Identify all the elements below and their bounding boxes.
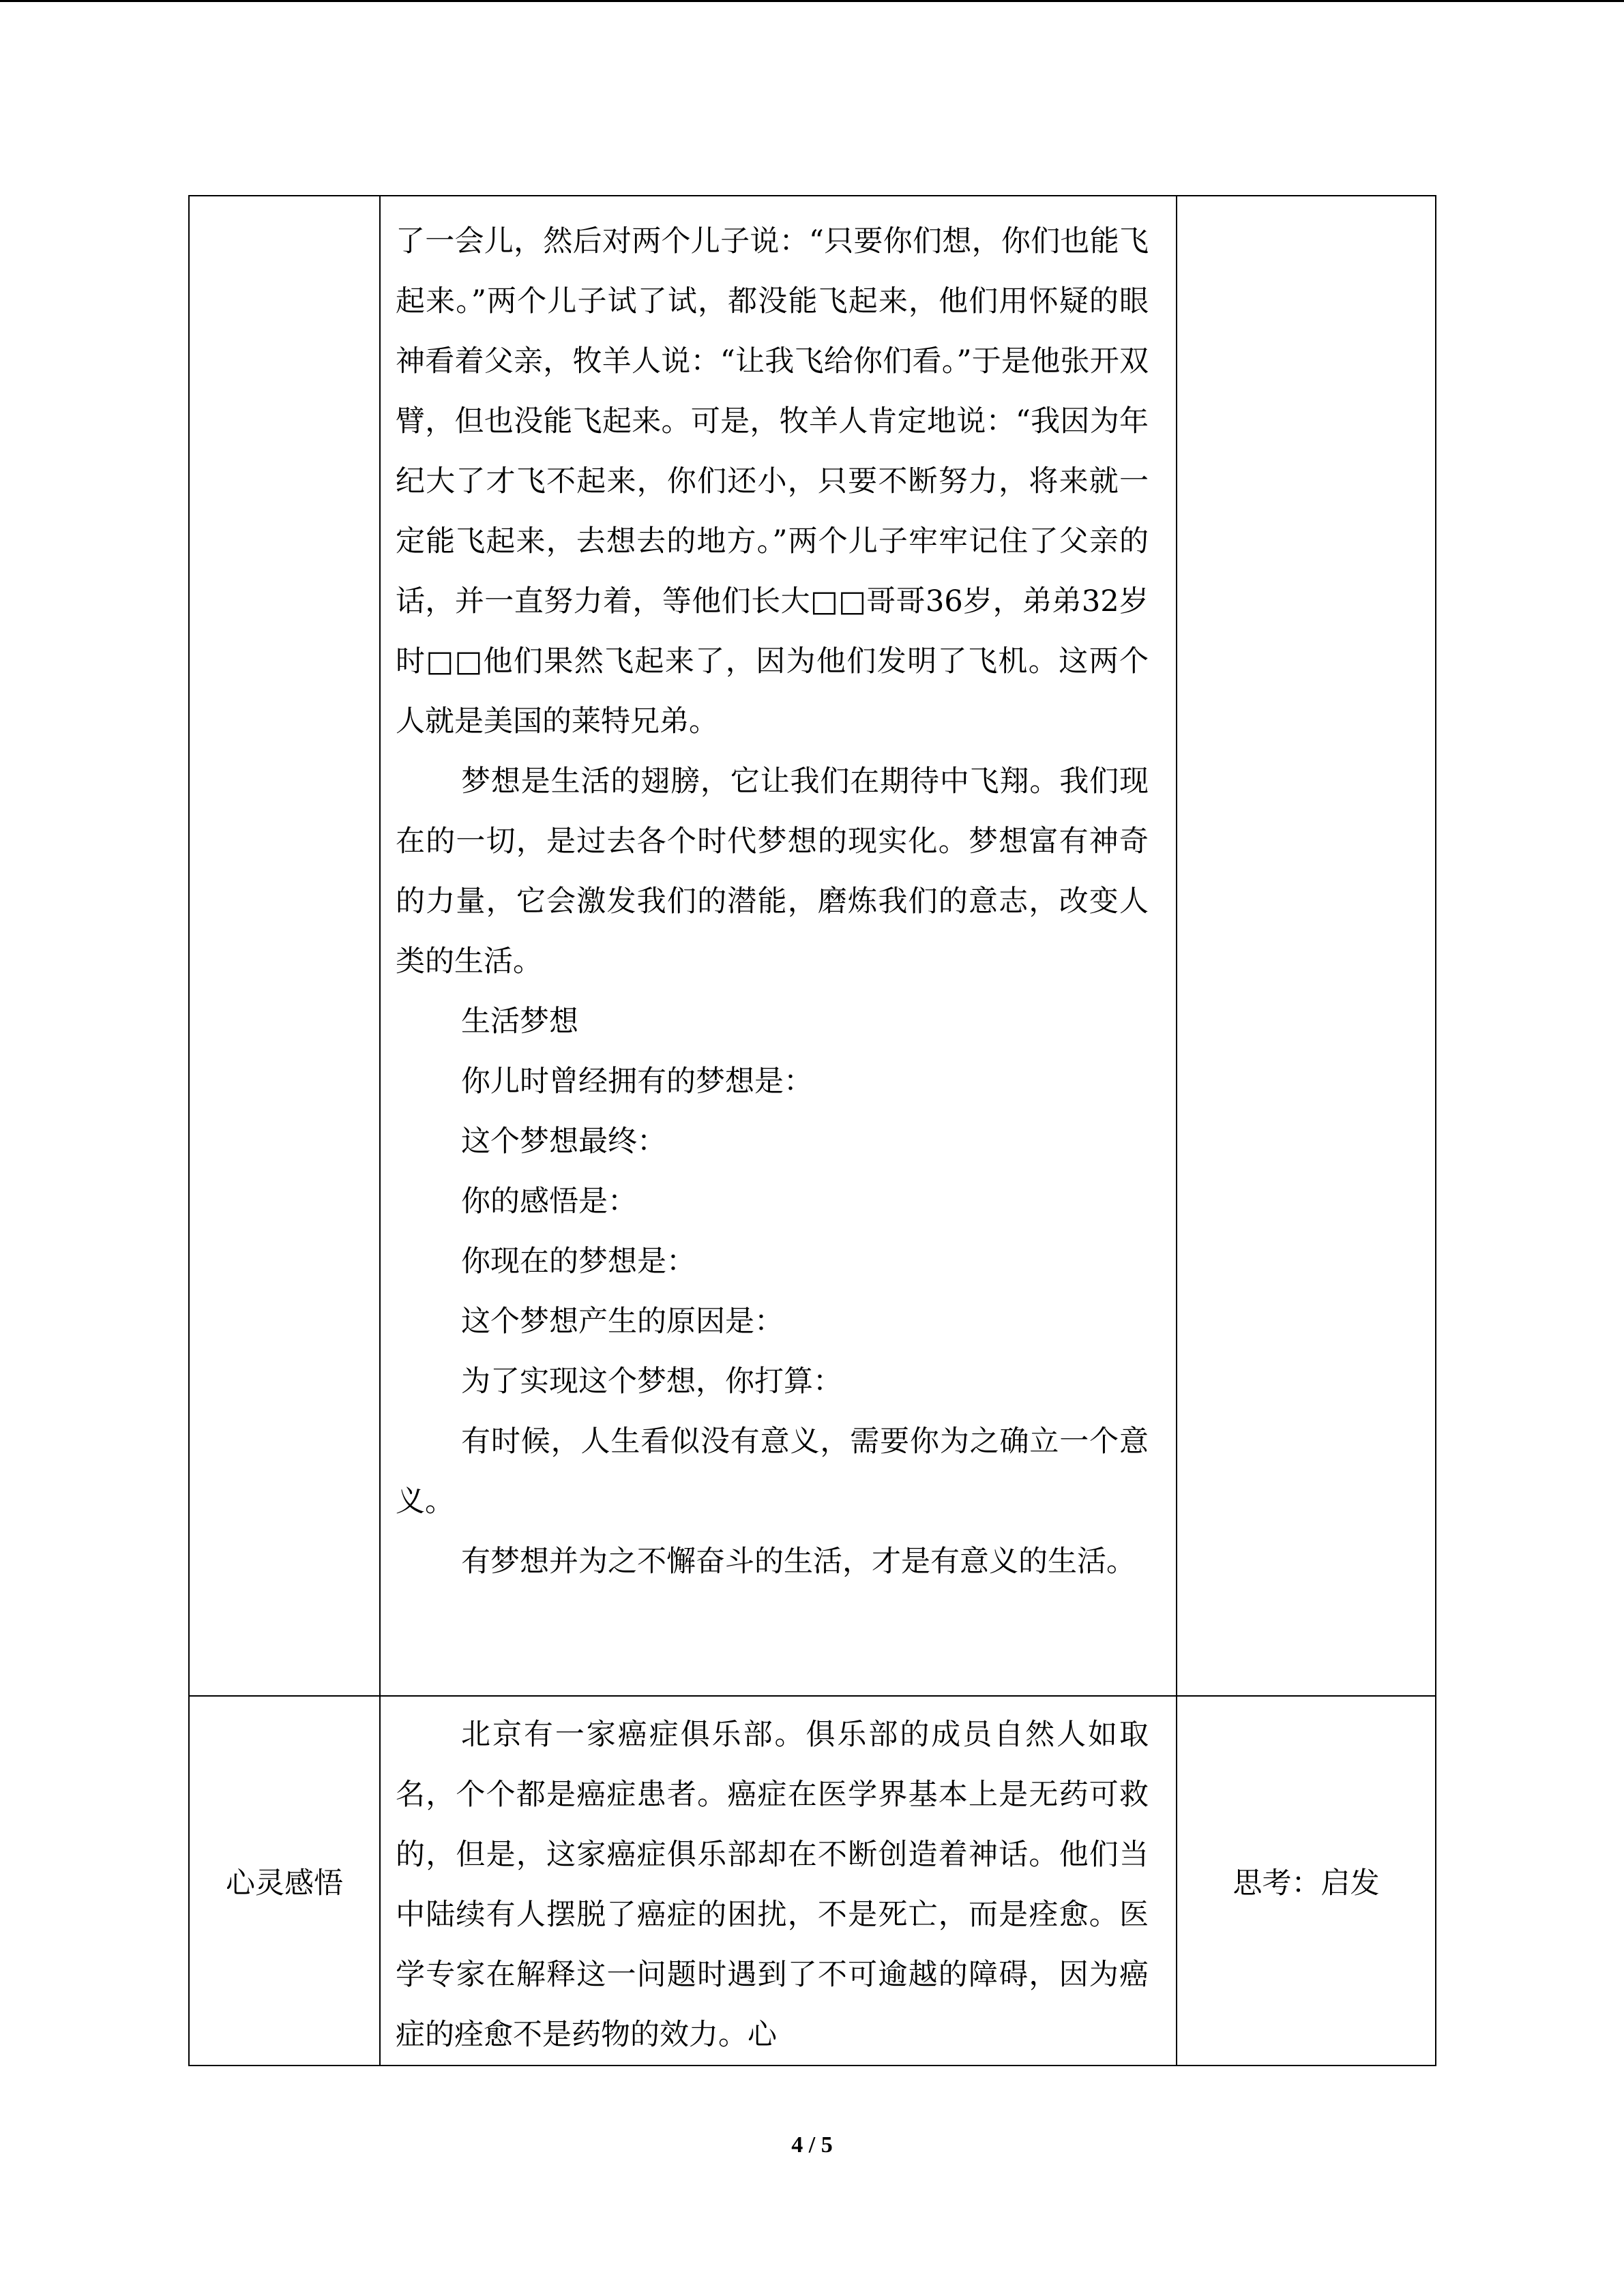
prompt-line: 这个梦想最终： — [461, 1124, 666, 1159]
prompt-line: 为了实现这个梦想，你打算： — [461, 1365, 842, 1399]
section-label-cell — [189, 196, 380, 1696]
note-cell — [1177, 196, 1436, 1696]
content-cell — [380, 196, 1177, 1696]
story-paragraph: 了一会儿，然后对两个儿子说：“只要你们想，你们也能飞起来。”两个儿子试了试，都没能飞起来，他们用怀疑的眼神看着父亲，牧羊人说：“让我飞给你们看。”于是他张开双臂，但也没能飞起来。可是，牧羊人肯定地说：“我因为年纪大了才飞不起来，你们还小，只要不断努力，将来就一定能飞起来，去想去的地方。”两个儿子牢牢记住了父亲的话，并一直努力着，等他们长大□□哥哥36岁，弟弟32岁时□□他们果然飞起来了，因为他们发明了飞机。这两个人就是美国的莱特兄弟。 — [396, 224, 1149, 739]
dream-paragraph: 梦想是生活的翅膀，它让我们在期待中飞翔。我们现在的一切，是过去各个时代梦想的现实化。梦想富有神奇的力量，它会激发我们的潜能，磨炼我们的意志，改变人类的生活。 — [396, 764, 1149, 979]
prompt-line: 你的感悟是： — [461, 1184, 637, 1219]
closing-paragraph: 有时候，人生看似没有意义，需要你为之确立一个意义。 — [396, 1425, 1149, 1519]
note-cell: 思考：启发 — [1177, 1696, 1436, 2066]
story-paragraph: 北京有一家癌症俱乐部。俱乐部的成员自然人如取名，个个都是癌症患者。癌症在医学界基本上是无药可救的，但是，这家癌症俱乐部却在不断创造着神话。他们当中陆续有人摆脱了癌症的困扰，不是死亡，而是痊愈。医学专家在解释这一问题时遇到了不可逾越的障碍，因为癌症的痊愈不是药物的效力。心 — [396, 1718, 1149, 2052]
page-number: 4 / 5 — [791, 2132, 833, 2158]
section-heading: 生活梦想 — [461, 1004, 578, 1039]
content-text — [396, 211, 1149, 1592]
lesson-plan-table — [188, 195, 1436, 2066]
table-row — [189, 196, 1436, 1696]
content-cell — [380, 1696, 1177, 2066]
page-top-border — [0, 0, 1624, 2]
prompt-line: 你现在的梦想是： — [461, 1244, 696, 1279]
prompt-line: 这个梦想产生的原因是： — [461, 1304, 784, 1339]
closing-paragraph: 有梦想并为之不懈奋斗的生活，才是有意义的生活。 — [461, 1545, 1136, 1579]
prompt-line: 你儿时曾经拥有的梦想是： — [461, 1064, 813, 1099]
content-text — [396, 1705, 1149, 2065]
section-label-cell: 心灵感悟 — [189, 1696, 380, 2066]
table-row — [189, 1696, 1436, 2066]
